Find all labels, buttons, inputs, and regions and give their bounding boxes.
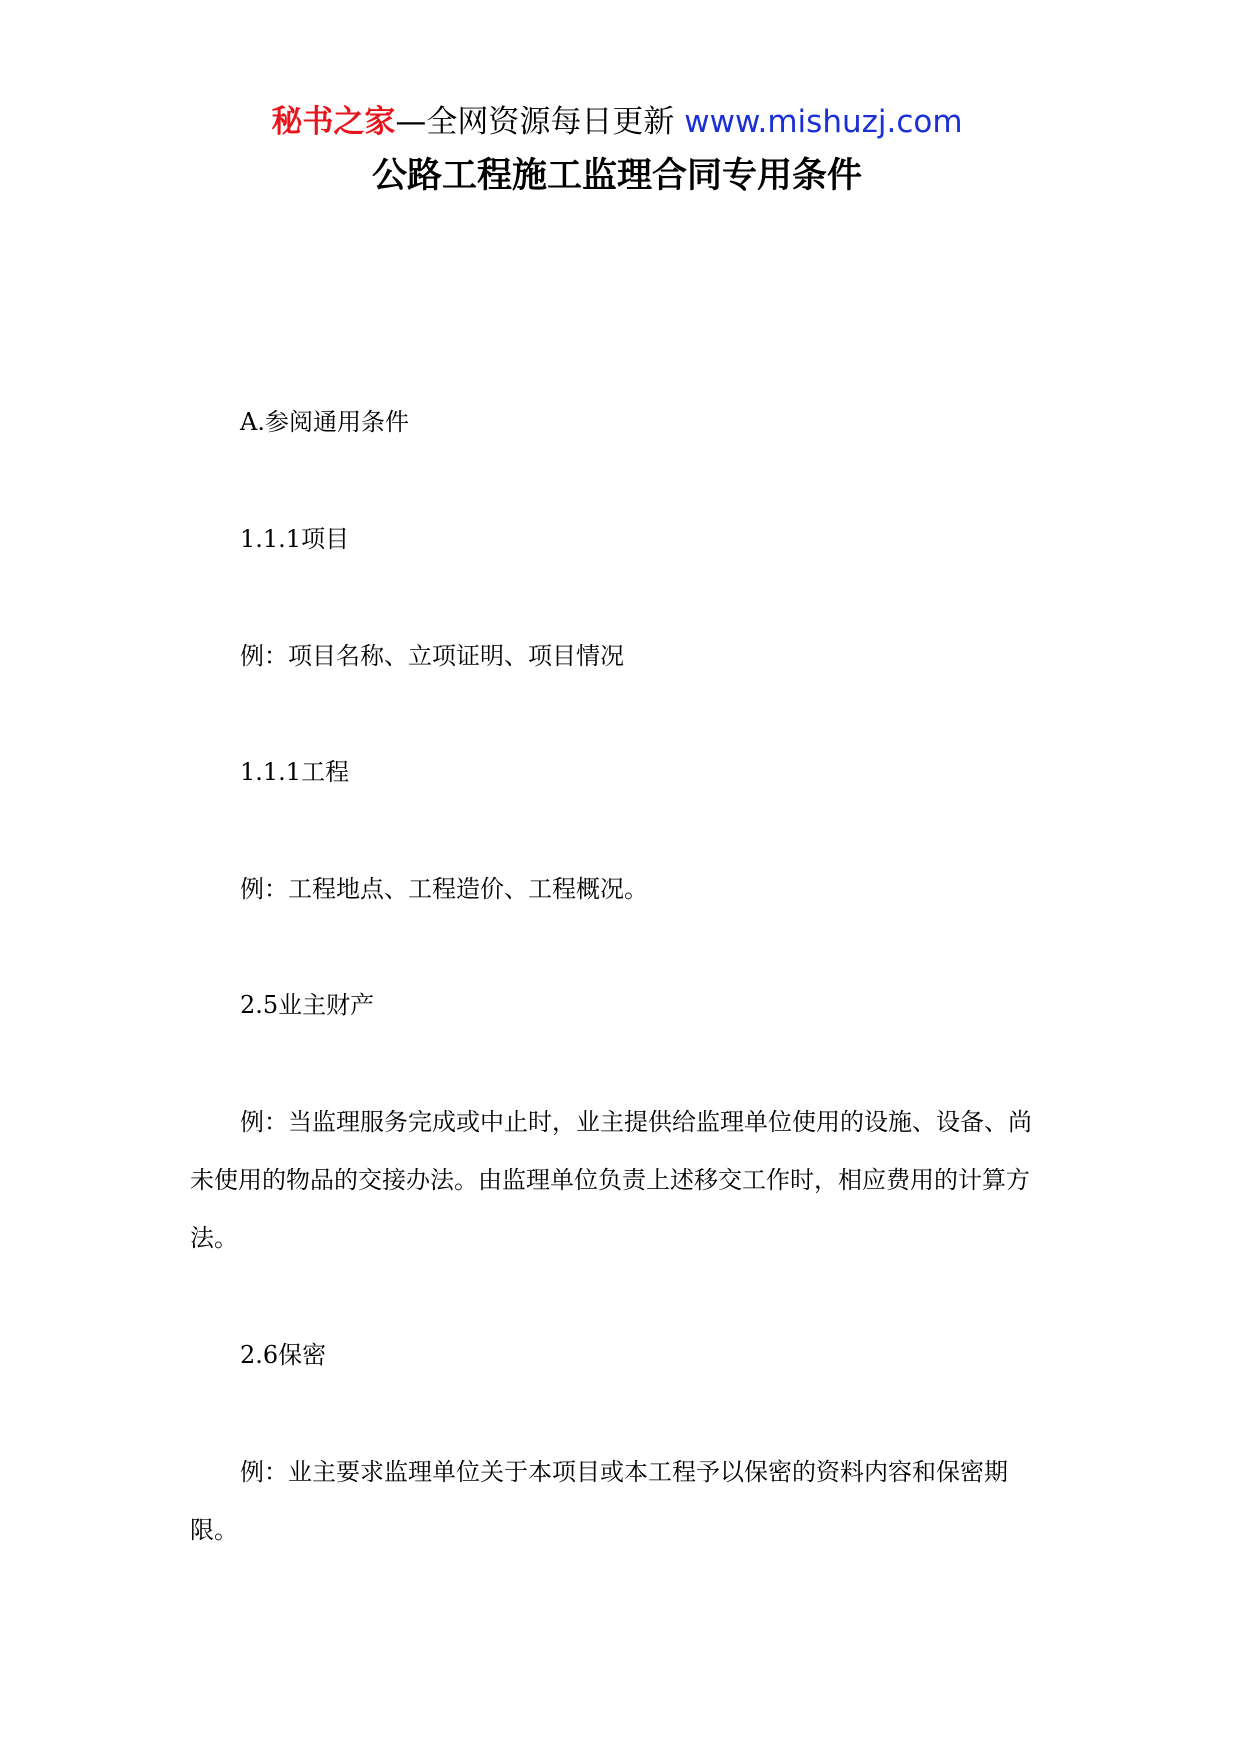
clause-example-works: 例：工程地点、工程造价、工程概况。 [240, 875, 648, 903]
clause-example-project: 例：项目名称、立项证明、项目情况 [240, 642, 624, 670]
clause-heading-confidentiality: 2.6保密 [240, 1341, 327, 1369]
section-heading-reference: A.参阅通用条件 [240, 408, 409, 436]
site-header [0, 100, 1234, 144]
clause-heading-project: 1.1.1项目 [240, 525, 350, 553]
document-title: 公路工程施工监理合同专用条件 [371, 156, 862, 196]
clause-example-confidentiality: 例：业主要求监理单位关于本项目或本工程予以保密的资料内容和保密期限。 [190, 1458, 1008, 1544]
clause-heading-works: 1.1.1工程 [240, 758, 350, 786]
clause-example-owner-property: 例：当监理服务完成或中止时，业主提供给监理单位使用的设施、设备、尚未使用的物品的交接办法。由监理单位负责上述移交工作时，相应费用的计算方法。 [190, 1108, 1032, 1252]
header-tagline: —全网资源每日更新 [395, 104, 675, 140]
clause-heading-owner-property: 2.5业主财产 [240, 991, 375, 1019]
site-url-link[interactable]: www.mishuzj.com [684, 104, 963, 140]
brand-name: 秘书之家 [271, 104, 396, 140]
